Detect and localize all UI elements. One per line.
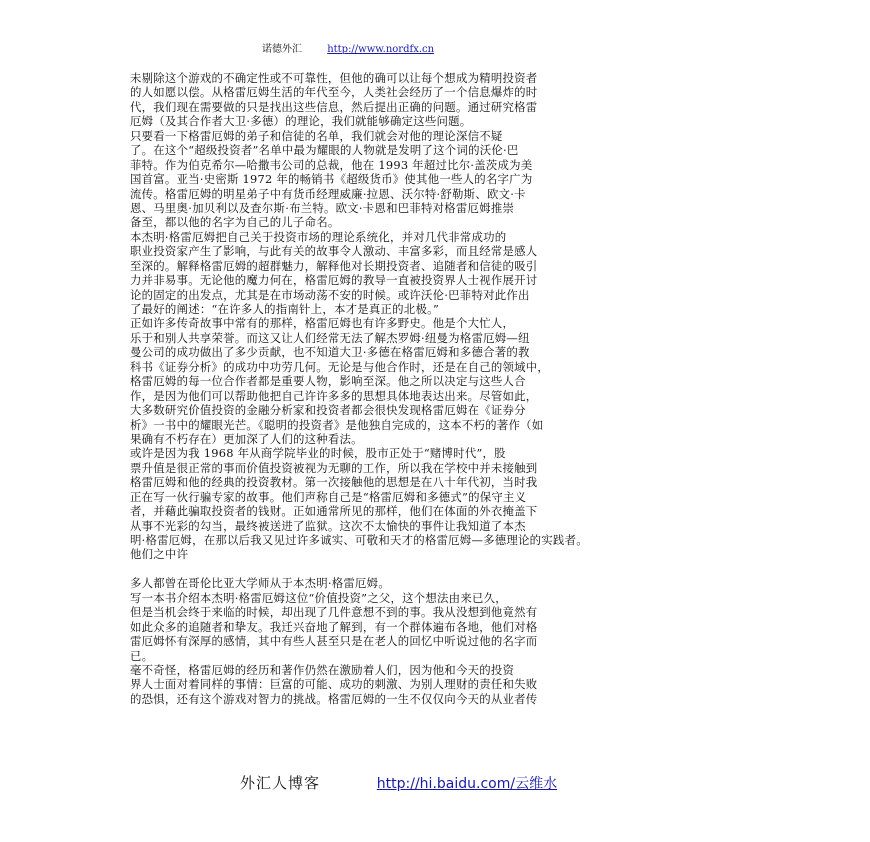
text-line: 只要看一下格雷厄姆的弟子和信徒的名单，我们就会对他的理论深信不疑 (130, 128, 503, 143)
text-line: 力并非易事。无论他的魔力何在，格雷厄姆的教导一直被投资界人士视作展开讨 (130, 273, 538, 288)
text-line: 了。在这个“超级投资者”名单中最为耀眼的人物就是发明了这个词的沃伦·巴 (130, 143, 519, 158)
header-site-name: 诺德外汇 (262, 44, 302, 55)
text-line: 毫不奇怪，格雷厄姆的经历和著作仍然在激励着人们，因为他和今天的投资 (130, 662, 515, 677)
text-line: 析》一书中的耀眼光芒。《聪明的投资者》是他独自完成的，这本不朽的著作（如 (130, 417, 544, 432)
text-line: 写一本书介绍本杰明·格雷厄姆这位“价值投资”之父，这个想法由来已久， (130, 590, 507, 605)
text-line: 曼公司的成功做出了多少贡献，也不知道大卫·多德在格雷厄姆和多德合著的教 (130, 345, 530, 360)
text-line: 菲特。作为伯克希尔—哈撒韦公司的总裁，他在 1993 年超过比尔·盖茨成为美 (130, 157, 533, 172)
text-line: 果确有不朽存在）更加深了人们的这种看法。 (130, 431, 363, 446)
text-line: 乐于和别人共享荣誉。而这又让人们经常无法了解杰罗姆·纽曼为格雷厄姆—纽 (130, 330, 530, 345)
text-line: 流传。格雷厄姆的明星弟子中有货币经理威廉·拉恩、沃尔特·舒勒斯、欧文·卡 (130, 186, 526, 201)
header-site-link[interactable]: http://www.nordfx.cn (327, 44, 435, 55)
text-line: 恩、马里奥·加贝利以及查尔斯·布兰特。欧文·卡恩和巴菲特对格雷厄姆推崇 (130, 200, 515, 215)
text-line: 已。 (130, 648, 154, 663)
text-line: 票升值是很正常的事而价值投资被视为无聊的工作，所以我在学校中并未接触到 (130, 460, 538, 475)
page-footer (240, 772, 557, 793)
text-line: 职业投资家产生了影响，与此有关的故事令人激动、丰富多彩，而且经常是感人 (130, 244, 538, 259)
text-line: 者，并藉此骗取投资者的钱财。正如通常所见的那样，他们在体面的外衣掩盖下 (130, 504, 538, 519)
text-line: 国首富。亚当·史密斯 1972 年的畅销书《超级货币》使其他一些人的名字广为 (130, 172, 533, 187)
text-line: 正在写一伙行骗专家的故事。他们声称自己是“格雷厄姆和多德式”的保守主义 (130, 489, 527, 504)
text-line: 备至，都以他的名字为自己的儿子命名。 (130, 215, 340, 230)
footer-blog-name: 外汇人博客 (240, 774, 321, 792)
text-line: 他们之中许 (130, 547, 189, 562)
text-line: 的人如愿以偿。从格雷厄姆生活的年代至今，人类社会经历了一个信息爆炸的时 (130, 85, 538, 100)
page-header (262, 40, 434, 55)
text-line: 正如许多传奇故事中常有的那样，格雷厄姆也有许多野史。他是个大忙人， (130, 316, 515, 331)
document-body (130, 71, 690, 706)
text-line: 如此众多的追随者和挚友。我迁兴奋地了解到，有一个群体遍布各地，他们对格 (130, 619, 538, 634)
text-line: 大多数研究价值投资的金融分析家和投资者都会很快发现格雷厄姆在《证券分 (130, 403, 526, 418)
text-line (130, 562, 690, 576)
text-line: 本杰明·格雷厄姆把自己关于投资市场的理论系统化，并对几代非常成功的 (130, 229, 507, 244)
text-line: 代，我们现在需要做的只是找出这些信息，然后提出正确的问题。通过研究格雷 (130, 99, 538, 114)
footer-blog-link[interactable]: http://hi.baidu.com/云维水 (376, 776, 558, 792)
text-line: 科书《证券分析》的成功中功劳几何。无论是与他合作时，还是在自己的领域中， (130, 359, 550, 374)
text-line: 雷厄姆怀有深厚的感情，其中有些人甚至只是在老人的回忆中听说过他的名字而 (130, 634, 538, 649)
text-line: 至深的。解释格雷厄姆的超群魅力，解释他对长期投资者、追随者和信徒的吸引 (130, 258, 538, 273)
text-line: 作，是因为他们可以帮助他把自己许许多多的思想具体地表达出来。尽管如此， (130, 388, 538, 403)
text-line: 论的固定的出发点，尤其是在市场动荡不安的时候。或许沃伦·巴菲特对此作出 (130, 287, 530, 302)
text-line: 界人士面对着同样的事情：巨富的可能、成功的刺激、为别人理财的责任和失败 (130, 677, 538, 692)
text-line: 从事不光彩的勾当，最终被送进了监狱。这次不太愉快的事件让我知道了本杰 (130, 518, 526, 533)
text-line: 格雷厄姆的每一位合作者都是重要人物，影响至深。他之所以决定与这些人合 (130, 374, 526, 389)
text-line: 厄姆（及其合作者大卫·多德）的理论，我们就能够确定这些问题。 (130, 114, 472, 129)
text-line: 或许是因为我 1968 年从商学院毕业的时候，股市正处于“赌博时代”，股 (130, 446, 506, 461)
text-line: 明·格雷厄姆，在那以后我又见过许多诚实、可敬和天才的格雷厄姆—多德理论的实践者。 (130, 533, 588, 547)
text-line: 格雷厄姆和他的经典的投资教材。第一次接触他的思想是在八十年代初，当时我 (130, 475, 538, 490)
text-line: 但是当机会终于来临的时候，却出现了几件意想不到的事。我从没想到他竟然有 (130, 605, 538, 620)
text-line: 多人都曾在哥伦比亚大学师从于本杰明·格雷厄姆。 (130, 576, 390, 591)
text-line: 的恐惧，还有这个游戏对智力的挑战。格雷厄姆的一生不仅仅向今天的从业者传 (130, 691, 538, 706)
text-line: 了最好的阐述：“在许多人的指南针上，本才是真正的北极。” (130, 302, 440, 316)
text-line: 未剔除这个游戏的不确定性或不可靠性，但他的确可以让每个想成为精明投资者 (130, 71, 538, 85)
